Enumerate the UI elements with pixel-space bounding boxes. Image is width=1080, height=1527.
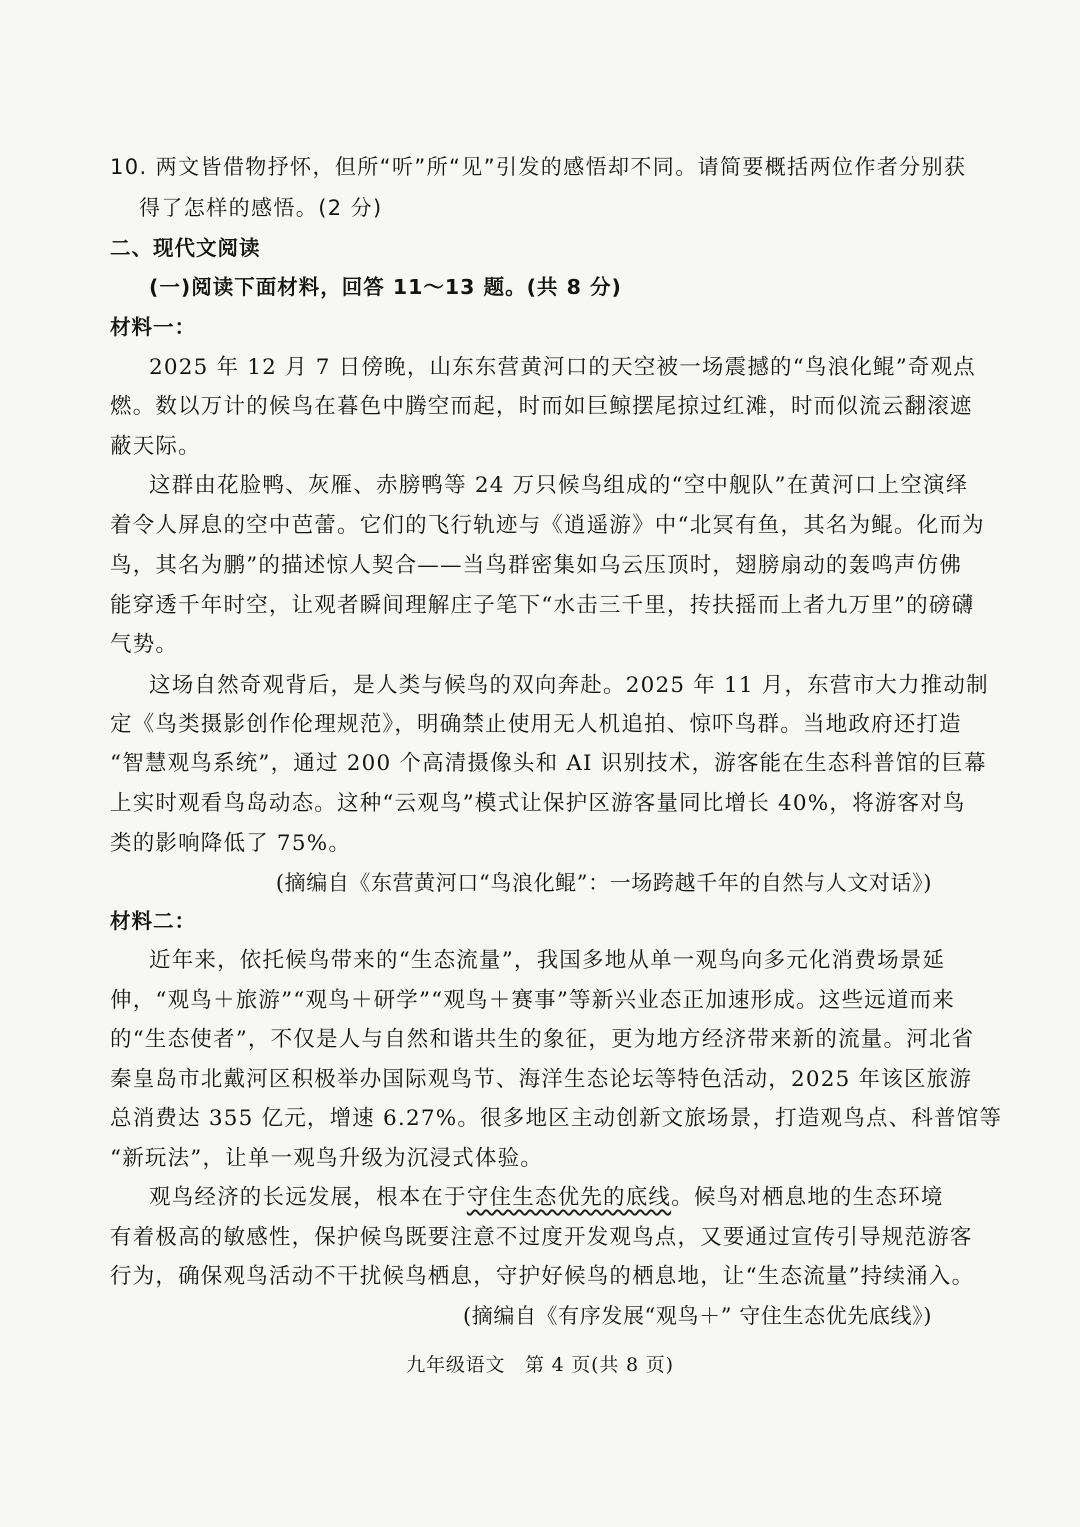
page-footer: 九年级语文 第 4 页(共 8 页) — [406, 1354, 674, 1376]
material-2-p2-text: 。候鸟对栖息地的生态环境 — [671, 1185, 944, 1210]
material-1-p2-line: 能穿透千年时空，让观者瞬间理解庄子笔下“水击三千里，抟扶摇而上者九万里”的磅礴 — [110, 593, 975, 618]
material-1-source: (摘编自《东营黄河口“鸟浪化鲲”：一场跨越千年的自然与人文对话》) — [275, 871, 932, 895]
question-10-line-2: 得了怎样的感悟。(2 分) — [139, 196, 383, 220]
material-1-p2-line: 着令人屏息的空中芭蕾。它们的飞行轨迹与《逍遥游》中“北冥有鱼，其名为鲲。化而为 — [110, 513, 985, 538]
material-1-label: 材料一： — [110, 315, 196, 339]
material-1-p3-line: 定《鸟类摄影创作伦理规范》，明确禁止使用无人机追拍、惊吓鸟群。当地政府还打造 — [110, 712, 962, 737]
material-1-p1-line: 蔽天际。 — [110, 434, 201, 459]
material-1-p3-line: 这场自然奇观背后，是人类与候鸟的双向奔赴。2025 年 11 月，东营市大力推动制 — [149, 673, 989, 698]
material-1-p1-line: 2025 年 12 月 7 日傍晚，山东东营黄河口的天空被一场震撼的“鸟浪化鲲”奇观点 — [149, 355, 977, 380]
material-1-p1-line: 燃。数以万计的候鸟在暮色中腾空而起，时而如巨鲸摆尾掠过红滩，时而似流云翻滚遮 — [110, 394, 973, 419]
material-2-p1-line: “新玩法”，让单一观鸟升级为沉浸式体验。 — [110, 1146, 543, 1171]
material-2-p1-line: 秦皇岛市北戴河区积极举办国际观鸟节、海洋生态论坛等特色活动，2025 年该区旅游 — [110, 1067, 973, 1092]
material-1-p2-line: 气势。 — [110, 632, 179, 657]
material-1-p3-line: “智慧观鸟系统”，通过 200 个高清摄像头和 AI 识别技术，游客能在生态科普馆的巨幕 — [110, 751, 987, 776]
wavy-underlined-phrase: 守住生态优先的底线 — [466, 1185, 672, 1210]
material-2-p2-line — [149, 1183, 944, 1213]
material-2-p1-line: 总消费达 355 亿元，增速 6.27%。很多地区主动创新文旅场景，打造观鸟点、科普馆等 — [110, 1106, 1003, 1131]
material-2-p2-line: 有着极高的敏感性，保护候鸟既要注意不过度开发观鸟点，又要通过宣传引导规范游客 — [110, 1225, 973, 1250]
material-1-p2-line: 鸟，其名为鹏”的描述惊人契合——当鸟群密集如乌云压顶时，翅膀扇动的轰鸣声仿佛 — [110, 553, 963, 578]
section-heading: 二、现代文阅读 — [110, 236, 261, 260]
material-2-p1-line: 伸，“观鸟＋旅游”“观鸟＋研学”“观鸟＋赛事”等新兴业态正加速形成。这些远道而来 — [110, 988, 955, 1013]
material-2-source: (摘编自《有序发展“观鸟＋” 守住生态优先底线》) — [462, 1304, 932, 1328]
material-2-p2-line: 行为，确保观鸟活动不干扰候鸟栖息，守护好候鸟的栖息地，让“生态流量”持续涌入。 — [110, 1264, 975, 1289]
section-subheading: (一)阅读下面材料，回答 11～13 题。(共 8 分) — [149, 275, 622, 299]
material-1-p3-line: 上实时观看鸟岛动态。这种“云观鸟”模式让保护区游客量同比增长 40%，将游客对鸟 — [110, 791, 966, 816]
material-2-label: 材料二： — [110, 909, 196, 933]
material-1-p3-line: 类的影响降低了 75%。 — [110, 831, 352, 856]
material-2-p2-text: 观鸟经济的长远发展，根本在于 — [149, 1185, 467, 1210]
material-1-p2-line: 这群由花脸鸭、灰雁、赤膀鸭等 24 万只候鸟组成的“空中舰队”在黄河口上空演绎 — [149, 473, 969, 498]
material-2-p1-line: 的“生态使者”，不仅是人与自然和谐共生的象征，更为地方经济带来新的流量。河北省 — [110, 1027, 975, 1052]
question-10-line-1: 10. 两文皆借物抒怀，但所“听”所“见”引发的感悟却不同。请简要概括两位作者分别获 — [110, 155, 967, 179]
material-2-p1-line: 近年来，依托候鸟带来的“生态流量”，我国多地从单一观鸟向多元化消费场景延 — [149, 948, 946, 973]
